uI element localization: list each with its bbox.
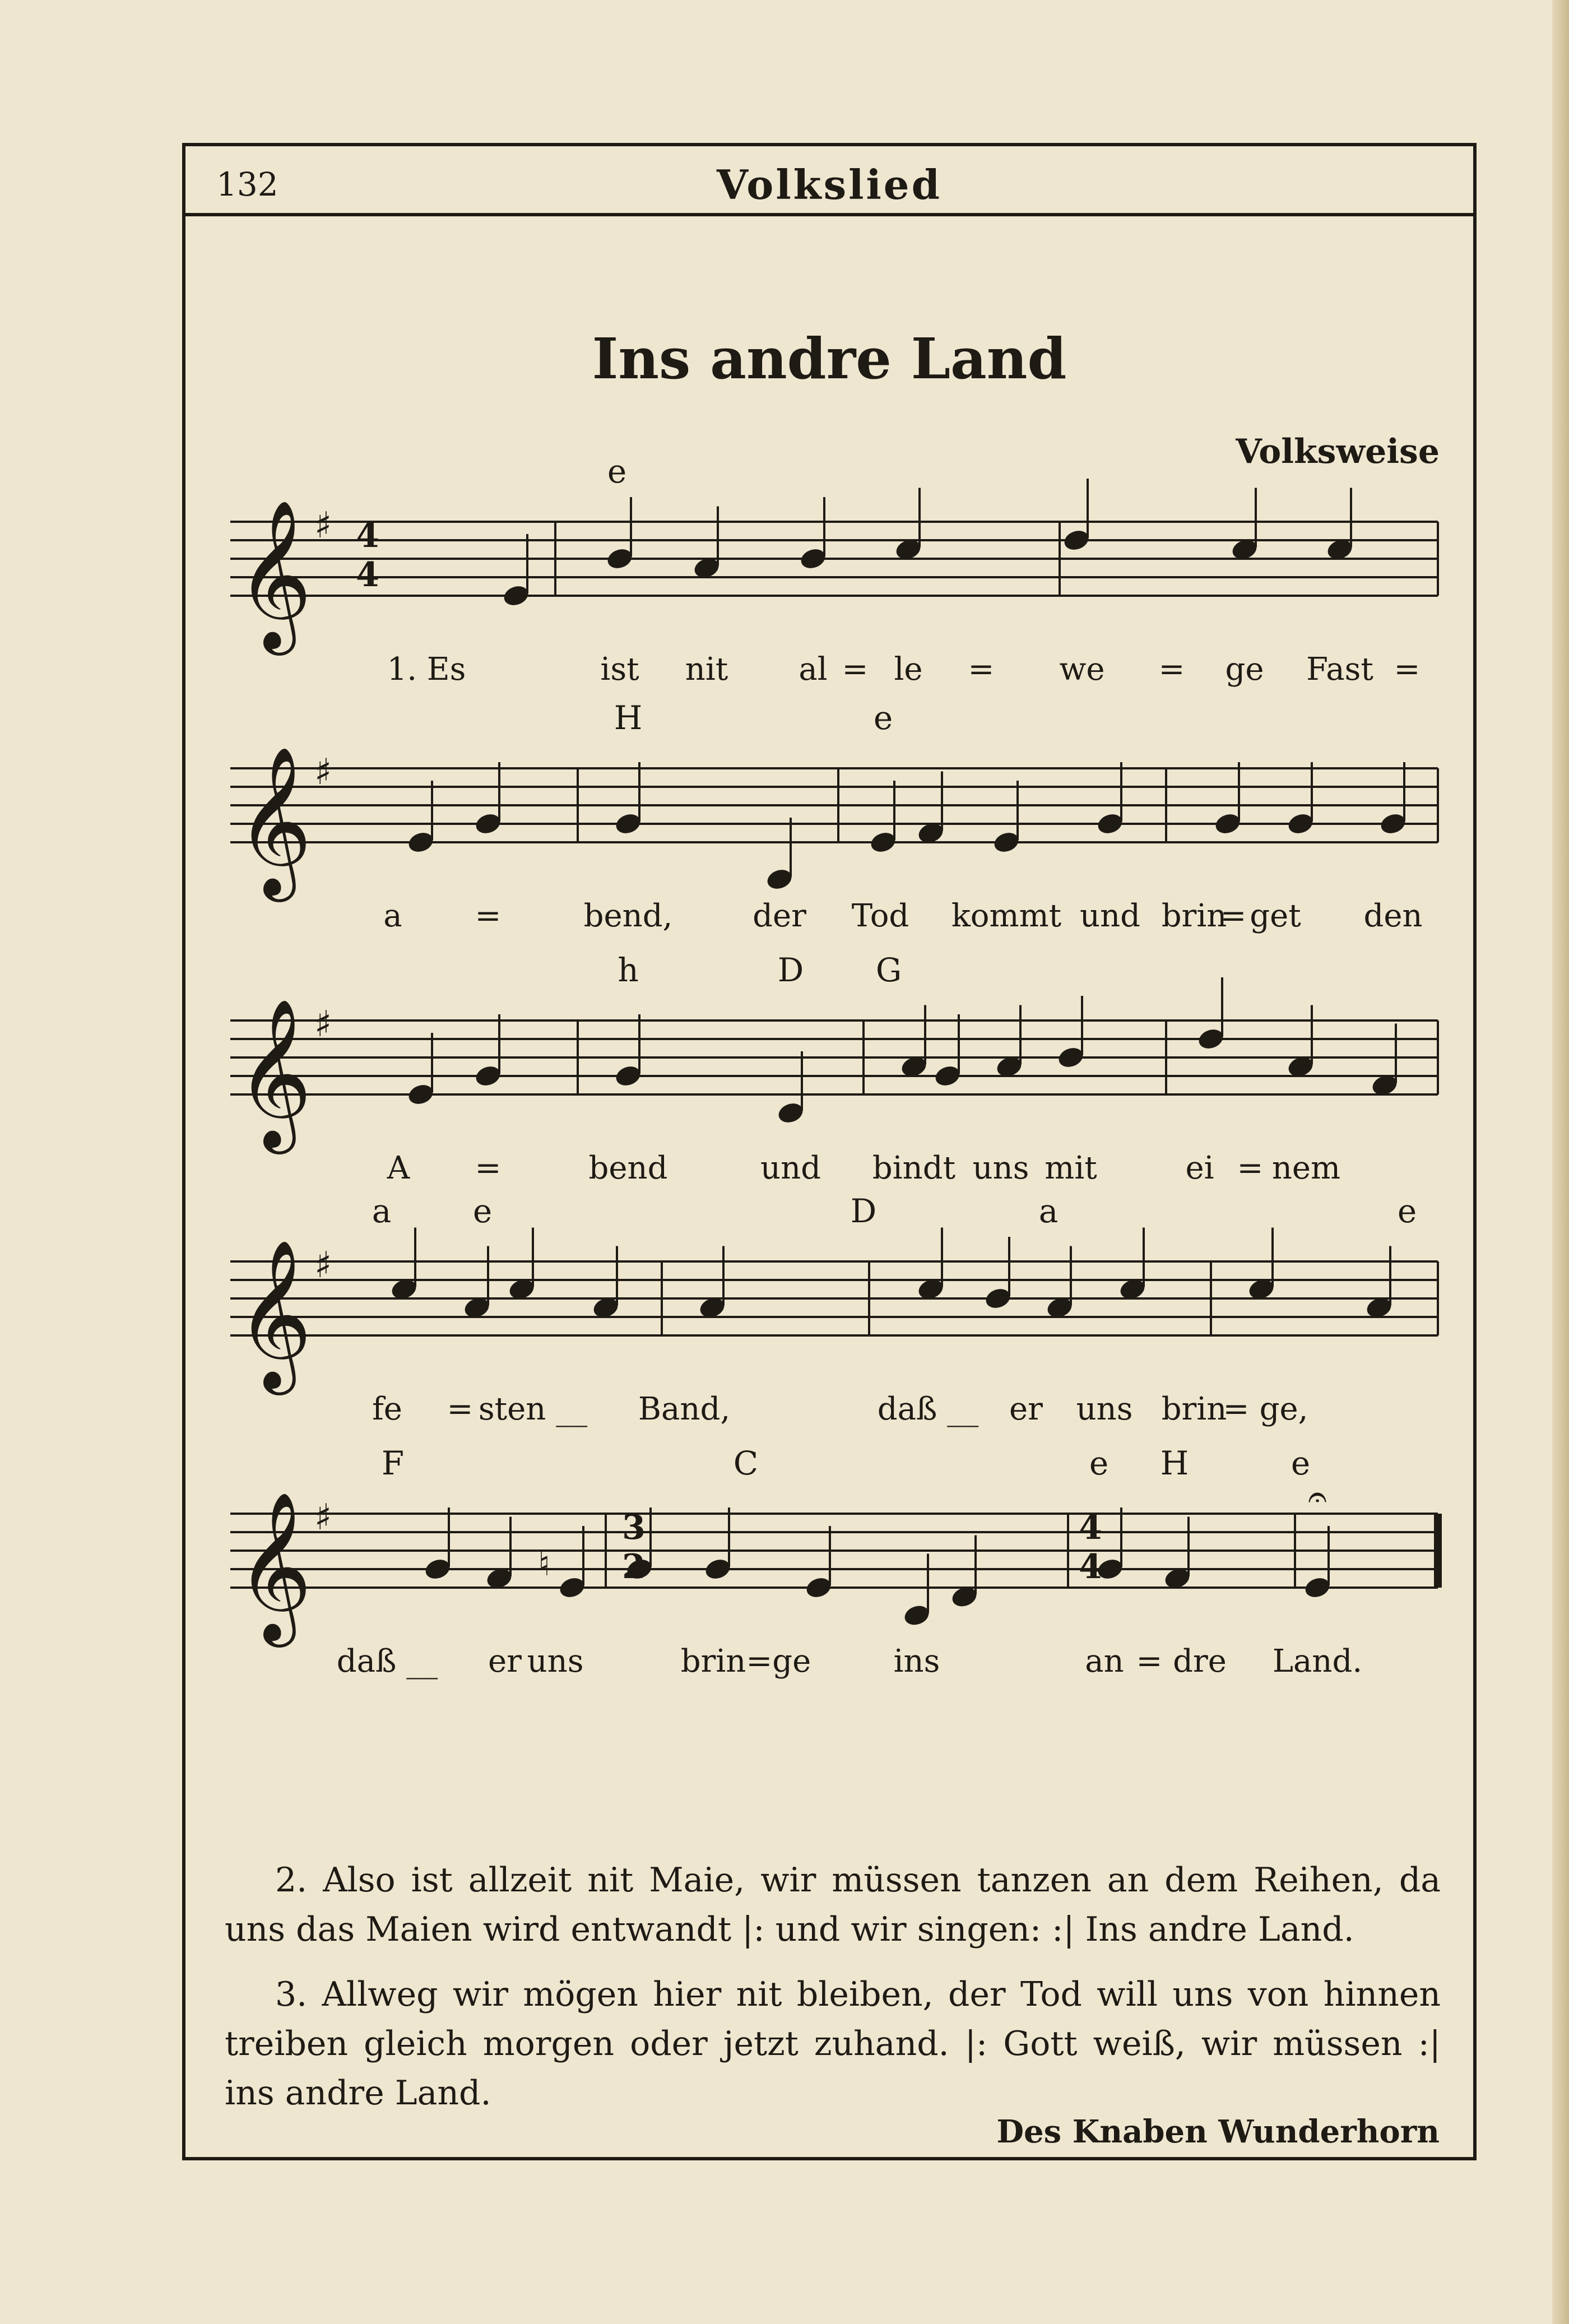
key-signature-sharp-icon: ♯ xyxy=(314,752,332,793)
lyric-syllable: = xyxy=(1237,1150,1264,1186)
lyric-syllable: an xyxy=(1085,1643,1124,1680)
chord-symbol: e xyxy=(1291,1444,1311,1482)
running-title: Volkslied xyxy=(717,161,942,208)
composer: Volksweise xyxy=(1236,432,1440,471)
lyric-syllable: = xyxy=(1220,898,1247,934)
chord-symbol: e xyxy=(1397,1192,1417,1230)
lyric-syllable: kommt xyxy=(951,898,1062,934)
lyric-syllable: bindt xyxy=(872,1150,956,1186)
lyric-syllable: ge, xyxy=(1259,1391,1308,1427)
lyric-syllable: 1. Es xyxy=(387,651,466,688)
lyric-syllable: fe xyxy=(372,1391,402,1427)
chord-symbol: H xyxy=(1160,1444,1189,1482)
lyric-syllable: nem xyxy=(1271,1150,1341,1186)
treble-clef-icon: 𝄞 xyxy=(236,746,312,896)
lyric-syllable: ei xyxy=(1185,1150,1214,1186)
lyric-syllable: = xyxy=(475,898,502,934)
time-signature-numerator: 4 xyxy=(356,516,379,555)
treble-clef-icon: 𝄞 xyxy=(236,499,312,649)
lyric-syllable: a xyxy=(383,898,402,934)
lyric-syllable: we xyxy=(1059,651,1105,688)
lyric-syllable: und xyxy=(760,1150,821,1186)
lyric-syllable: ins xyxy=(893,1643,940,1680)
lyric-syllable: = xyxy=(968,651,995,688)
time-change-denominator: 4 xyxy=(1079,1547,1102,1587)
lyric-syllable: daß __ xyxy=(336,1643,438,1680)
time-change-numerator: 3 xyxy=(622,1508,646,1547)
lyric-syllable: brin xyxy=(1161,1391,1227,1427)
lyric-syllable: uns xyxy=(527,1643,584,1680)
chord-symbol: e xyxy=(1089,1444,1109,1482)
lyric-syllable: ge xyxy=(1225,651,1264,688)
lyric-syllable: bend, xyxy=(583,898,673,934)
key-signature-sharp-icon: ♯ xyxy=(314,1004,332,1045)
chord-symbol: G xyxy=(875,951,902,989)
chord-symbol: h xyxy=(618,951,639,989)
natural-sign-icon: ♮ xyxy=(538,1544,550,1584)
lyric-syllable: der xyxy=(753,898,806,934)
chord-symbol: C xyxy=(733,1444,759,1482)
verses xyxy=(225,1856,1441,2133)
lyric-syllable: dre xyxy=(1173,1643,1227,1680)
lyric-syllable: = xyxy=(1223,1391,1250,1427)
page-edge xyxy=(1552,0,1569,2324)
time-change-numerator: 4 xyxy=(1079,1508,1102,1547)
fermata-icon: 𝄐 xyxy=(1308,1477,1327,1516)
key-signature-sharp-icon: ♯ xyxy=(314,1245,332,1286)
page-frame xyxy=(182,143,1477,2160)
lyric-syllable: sten __ xyxy=(478,1391,588,1427)
lyric-syllable: Tod xyxy=(851,898,909,934)
lyric-syllable: brin xyxy=(1161,898,1227,934)
lyric-syllable: mit xyxy=(1045,1150,1097,1186)
lyric-syllable: den xyxy=(1363,898,1423,934)
treble-clef-icon: 𝄞 xyxy=(236,998,312,1148)
lyric-syllable: brin=ge xyxy=(680,1643,811,1680)
time-signature-denominator: 4 xyxy=(356,555,379,595)
lyric-syllable: Land. xyxy=(1272,1643,1363,1680)
lyric-syllable: = xyxy=(1136,1643,1163,1680)
lyric-syllable: ist xyxy=(600,651,639,688)
lyric-syllable: = xyxy=(1158,651,1185,688)
lyric-syllable: al xyxy=(799,651,828,688)
lyric-syllable: = xyxy=(1394,651,1421,688)
lyric-syllable: nit xyxy=(685,651,728,688)
sheet-music xyxy=(185,146,1473,1827)
lyric-syllable: er xyxy=(488,1643,522,1680)
lyric-syllable: le xyxy=(894,651,923,688)
lyric-syllable: uns xyxy=(972,1150,1029,1186)
time-change-denominator: 2 xyxy=(622,1547,646,1587)
song-title: Ins andre Land xyxy=(592,326,1067,392)
lyric-syllable: = xyxy=(475,1150,502,1186)
verse-2: 2. Also ist allzeit nit Maie, wir müssen tanzen an dem Reihen, da uns das Maien wird entwandt |: und wir singen: :| Ins andre Land. xyxy=(225,1861,1441,1949)
source-attribution: Des Knaben Wunderhorn xyxy=(996,2113,1440,2150)
key-signature-sharp-icon: ♯ xyxy=(314,1497,332,1538)
lyric-syllable: daß __ xyxy=(877,1391,979,1427)
lyric-syllable: er xyxy=(1009,1391,1043,1427)
chord-symbol: D xyxy=(850,1192,877,1230)
lyric-syllable: uns xyxy=(1076,1391,1133,1427)
key-signature-sharp-icon: ♯ xyxy=(314,505,332,546)
lyric-syllable: A xyxy=(387,1150,410,1186)
chord-symbol: a xyxy=(372,1192,392,1230)
lyric-syllable: Fast xyxy=(1306,651,1373,688)
chord-symbol: a xyxy=(1038,1192,1059,1230)
lyric-syllable: = xyxy=(447,1391,474,1427)
lyric-syllable: bend xyxy=(588,1150,668,1186)
treble-clef-icon: 𝄞 xyxy=(236,1491,312,1641)
chord-symbol: H xyxy=(614,699,643,737)
chord-symbol: F xyxy=(381,1444,405,1482)
page-number: 132 xyxy=(216,165,278,203)
lyric-syllable: und xyxy=(1080,898,1140,934)
lyric-syllable: = xyxy=(842,651,869,688)
lyric-syllable: get xyxy=(1250,898,1301,934)
chord-symbol: D xyxy=(777,951,804,989)
treble-clef-icon: 𝄞 xyxy=(236,1239,312,1389)
verse-3: 3. Allweg wir mögen hier nit bleiben, der Tod will uns von hinnen treiben gleich morgen oder jetzt zuhand. |: Gott weiß, wir müssen :| ins andre Land. xyxy=(225,1975,1441,2113)
chord-symbol: e xyxy=(472,1192,493,1230)
chord-symbol: e xyxy=(873,699,893,737)
lyric-syllable: Band, xyxy=(638,1391,731,1427)
chord-symbol: e xyxy=(607,452,627,490)
